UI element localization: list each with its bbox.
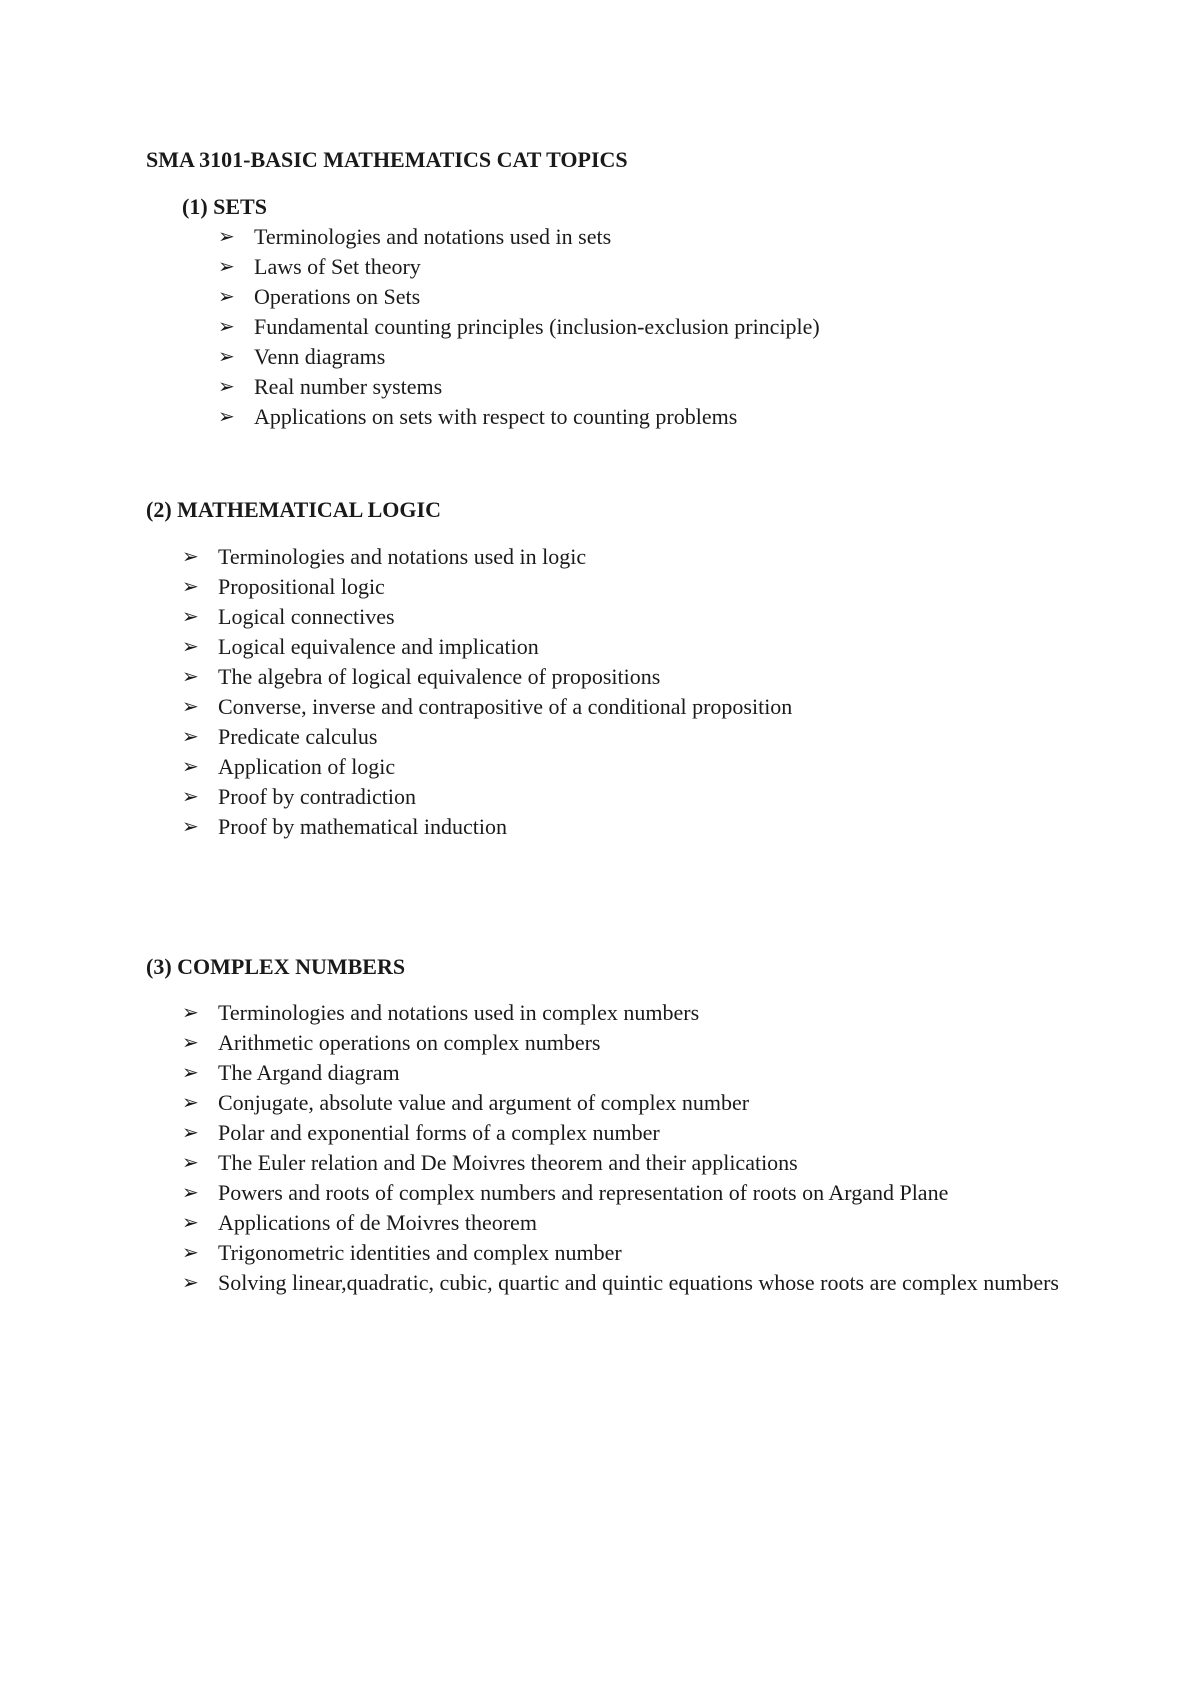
topic-item-text: Logical connectives	[218, 604, 395, 629]
topic-item-text: Arithmetic operations on complex numbers	[218, 1030, 601, 1055]
topic-item-text: Predicate calculus	[218, 724, 378, 749]
arrow-bullet-icon: ➢	[182, 546, 199, 568]
topic-item-text: Real number systems	[254, 374, 443, 399]
topic-item-text: Converse, inverse and contrapositive of a conditional proposition	[218, 694, 793, 719]
arrow-bullet-icon: ➢	[182, 726, 199, 748]
topic-item	[182, 998, 1098, 1028]
document-title: SMA 3101-BASIC MATHEMATICS CAT TOPICS	[146, 147, 628, 172]
topic-item	[218, 222, 820, 252]
topic-item-text: The algebra of logical equivalence of propositions	[218, 664, 661, 689]
arrow-bullet-icon: ➢	[182, 1152, 199, 1174]
arrow-bullet-icon: ➢	[182, 1002, 199, 1024]
topic-item-text: Solving linear,quadratic, cubic, quartic and quintic equations whose roots are complex numbers	[218, 1270, 1059, 1295]
topic-item-text: Trigonometric identities and complex number	[218, 1240, 622, 1265]
topic-item-text: Applications on sets with respect to counting problems	[254, 404, 738, 429]
topic-item-text: Polar and exponential forms of a complex number	[218, 1120, 660, 1145]
topic-item-text: Fundamental counting principles (inclusion-exclusion principle)	[254, 314, 820, 339]
topic-item	[182, 782, 792, 812]
topic-item	[182, 692, 792, 722]
arrow-bullet-icon: ➢	[218, 376, 235, 398]
arrow-bullet-icon: ➢	[218, 316, 235, 338]
topic-list-mathematical-logic	[182, 542, 792, 842]
arrow-bullet-icon: ➢	[182, 1062, 199, 1084]
section-heading-sets: (1) SETS	[182, 194, 267, 219]
arrow-bullet-icon: ➢	[182, 786, 199, 808]
arrow-bullet-icon: ➢	[182, 666, 199, 688]
topic-item	[182, 1028, 1098, 1058]
arrow-bullet-icon: ➢	[182, 1032, 199, 1054]
arrow-bullet-icon: ➢	[182, 636, 199, 658]
topic-item-text: Propositional logic	[218, 574, 385, 599]
topic-item-text: The Argand diagram	[218, 1060, 400, 1085]
topic-item	[218, 402, 820, 432]
topic-item	[182, 1268, 1098, 1298]
arrow-bullet-icon: ➢	[182, 816, 199, 838]
arrow-bullet-icon: ➢	[218, 226, 235, 248]
topic-item	[218, 312, 820, 342]
topic-item-text: Terminologies and notations used in sets	[254, 224, 612, 249]
arrow-bullet-icon: ➢	[182, 1182, 199, 1204]
topic-item	[182, 1208, 1098, 1238]
arrow-bullet-icon: ➢	[218, 346, 235, 368]
topic-item-text: Proof by mathematical induction	[218, 814, 507, 839]
arrow-bullet-icon: ➢	[182, 756, 199, 778]
arrow-bullet-icon: ➢	[218, 406, 235, 428]
topic-item	[182, 542, 792, 572]
arrow-bullet-icon: ➢	[218, 256, 235, 278]
topic-item-text: Conjugate, absolute value and argument of complex number	[218, 1090, 750, 1115]
topic-item	[182, 1118, 1098, 1148]
topic-item-text: The Euler relation and De Moivres theorem and their applications	[218, 1150, 798, 1175]
section-heading-mathematical-logic: (2) MATHEMATICAL LOGIC	[146, 497, 441, 522]
topic-item	[182, 812, 792, 842]
topic-item	[182, 1088, 1098, 1118]
topic-item-text: Applications of de Moivres theorem	[218, 1210, 537, 1235]
section-heading-complex-numbers: (3) COMPLEX NUMBERS	[146, 954, 406, 979]
topic-item	[218, 252, 820, 282]
topic-item	[182, 1238, 1098, 1268]
topic-item	[218, 372, 820, 402]
arrow-bullet-icon: ➢	[182, 576, 199, 598]
topic-item	[182, 1058, 1098, 1088]
arrow-bullet-icon: ➢	[182, 606, 199, 628]
topic-item-text: Venn diagrams	[254, 344, 386, 369]
topic-item-text: Logical equivalence and implication	[218, 634, 539, 659]
topic-list-complex-numbers	[182, 998, 1098, 1298]
topic-item	[182, 602, 792, 632]
topic-item-text: Terminologies and notations used in complex numbers	[218, 1000, 700, 1025]
topic-item	[182, 1148, 1098, 1178]
arrow-bullet-icon: ➢	[182, 1122, 199, 1144]
topic-item	[182, 722, 792, 752]
topic-item	[182, 572, 792, 602]
topic-item	[182, 632, 792, 662]
topic-item-text: Laws of Set theory	[254, 254, 421, 279]
topic-item-text: Terminologies and notations used in logic	[218, 544, 587, 569]
topic-item-text: Powers and roots of complex numbers and representation of roots on Argand Plane	[218, 1180, 949, 1205]
arrow-bullet-icon: ➢	[182, 1212, 199, 1234]
topic-item	[182, 752, 792, 782]
topic-list-sets	[218, 222, 820, 432]
arrow-bullet-icon: ➢	[218, 286, 235, 308]
topic-item	[182, 662, 792, 692]
topic-item	[218, 282, 820, 312]
arrow-bullet-icon: ➢	[182, 1242, 199, 1264]
topic-item	[218, 342, 820, 372]
topic-item-text: Application of logic	[218, 754, 396, 779]
topic-item-text: Proof by contradiction	[218, 784, 416, 809]
arrow-bullet-icon: ➢	[182, 696, 199, 718]
arrow-bullet-icon: ➢	[182, 1092, 199, 1114]
topic-item-text: Operations on Sets	[254, 284, 421, 309]
arrow-bullet-icon: ➢	[182, 1272, 199, 1294]
topic-item	[182, 1178, 1098, 1208]
